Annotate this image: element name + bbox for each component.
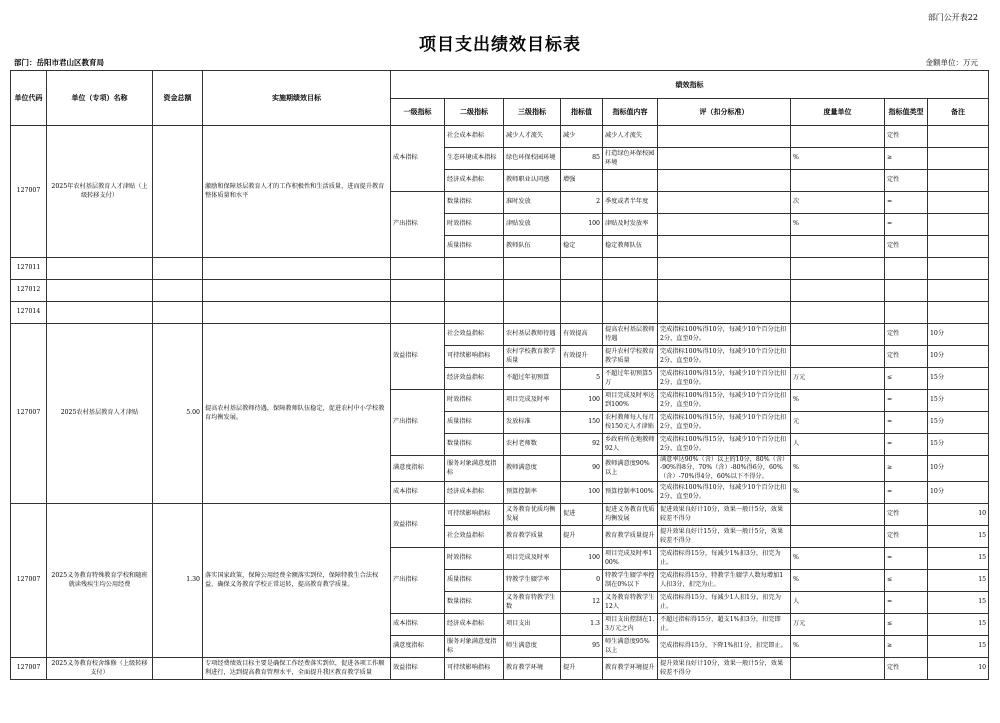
- measure-unit: [791, 324, 885, 346]
- col-header-name: 单位（专项）名称: [47, 71, 153, 126]
- empty-cell: [203, 280, 391, 302]
- remark: [928, 192, 989, 214]
- level3-indicator: 教师职业认同感: [504, 170, 561, 192]
- col-header-value: 指标值: [561, 99, 603, 126]
- level3-indicator: 义务教育优质均衡发展: [504, 504, 561, 526]
- unit-code: 127007: [11, 658, 47, 680]
- remark: 10分: [928, 456, 989, 482]
- empty-cell: [445, 280, 504, 302]
- indicator-value-content: 乡政府所在地教师92人: [603, 434, 658, 456]
- scoring-standard: 完成指标100%得15分，每减少10个百分比扣2分，直至0分。: [658, 412, 791, 434]
- indicator-value-content: 项目完成及时率100%: [603, 548, 658, 570]
- remark: 15: [928, 526, 989, 548]
- value-type: ≤: [885, 570, 928, 592]
- level3-indicator: 绿色环保校园环境: [504, 148, 561, 170]
- level3-indicator: 项目完成及时率: [504, 390, 561, 412]
- measure-unit: %: [791, 456, 885, 482]
- level3-indicator: 教育教学环境: [504, 658, 561, 680]
- indicator-value-content: 提高农村基层教师待遇: [603, 324, 658, 346]
- level3-indicator: 准时发放: [504, 192, 561, 214]
- empty-cell: [504, 280, 561, 302]
- indicator-value: 100: [561, 482, 603, 504]
- scoring-standard: 完成指标100%得15分，每减少10个百分比扣2分，直至0分。: [658, 434, 791, 456]
- indicator-value-content: 提升农村学校教育教学质量: [603, 346, 658, 368]
- level3-indicator: 教育教学质量: [504, 526, 561, 548]
- remark: 10分: [928, 346, 989, 368]
- empty-cell: [603, 302, 658, 324]
- unit-code: 127007: [11, 324, 47, 504]
- empty-cell: [885, 258, 928, 280]
- project-name: 2025义务教育特殊教育学校和随班就读残疾生均公用经费: [47, 504, 153, 658]
- level2-indicator: 质量指标: [445, 412, 504, 434]
- empty-cell: [658, 280, 791, 302]
- value-type: ≥: [885, 636, 928, 658]
- value-type: 定性: [885, 526, 928, 548]
- col-header-value-type: 指标值类型: [885, 99, 928, 126]
- performance-target: 落实国家政策，保障公用经费全额落实到位，保障特教生合法权益，确保义务教育学校正常运转，提高教育教学质量。: [203, 504, 391, 658]
- value-type: =: [885, 548, 928, 570]
- value-type: =: [885, 214, 928, 236]
- indicator-value-content: 特教学生辍学率控制在0%以下: [603, 570, 658, 592]
- level2-indicator: 质量指标: [445, 570, 504, 592]
- empty-cell: [47, 258, 153, 280]
- performance-target-table: [10, 70, 989, 680]
- level3-indicator: 教师满意度: [504, 456, 561, 482]
- indicator-value-content: 减少人才流失: [603, 126, 658, 148]
- col-header-indicators: 绩效指标: [391, 71, 989, 99]
- indicator-value: 促进: [561, 504, 603, 526]
- indicator-value-content: 稳定教师队伍: [603, 236, 658, 258]
- level3-indicator: 教师队伍: [504, 236, 561, 258]
- empty-cell: [561, 280, 603, 302]
- scoring-standard: [658, 126, 791, 148]
- indicator-value-content: 教育教学质量提升: [603, 526, 658, 548]
- measure-unit: 万元: [791, 368, 885, 390]
- col-header-content: 指标值内容: [603, 99, 658, 126]
- empty-cell: [603, 280, 658, 302]
- empty-cell: [504, 258, 561, 280]
- value-type: ≤: [885, 368, 928, 390]
- measure-unit: %: [791, 482, 885, 504]
- measure-unit: %: [791, 214, 885, 236]
- empty-cell: [203, 302, 391, 324]
- empty-cell: [504, 302, 561, 324]
- scoring-standard: 完成指标100%得15分，每减少10个百分比扣2分，直至0分。: [658, 368, 791, 390]
- performance-target: 专项经费绩效目标主要是确保工作经费落实到位，促进各项工作顺利进行，达到提高教育管理水平，全面提升我区教育教学质量: [203, 658, 391, 680]
- empty-cell: [885, 280, 928, 302]
- form-number: 部门公开表22: [927, 13, 978, 22]
- project-name: 2025义务教育校舍维修（上级转移支付）: [47, 658, 153, 680]
- unit-code: 127007: [11, 126, 47, 258]
- value-type: ≤: [885, 614, 928, 636]
- level1-indicator: 成本指标: [391, 126, 445, 192]
- level2-indicator: 数量指标: [445, 192, 504, 214]
- indicator-value-content: 打造绿色环保校园环境: [603, 148, 658, 170]
- indicator-value: 2: [561, 192, 603, 214]
- level2-indicator: 经济成本指标: [445, 614, 504, 636]
- level2-indicator: 社会效益指标: [445, 526, 504, 548]
- remark: [928, 126, 989, 148]
- empty-cell: [928, 280, 989, 302]
- scoring-standard: 不超过指标得15分，超支1%扣3分，扣完即止。: [658, 614, 791, 636]
- value-type: ≥: [885, 456, 928, 482]
- level2-indicator: 时效指标: [445, 214, 504, 236]
- indicator-value: 有效提高: [561, 324, 603, 346]
- measure-unit: 万元: [791, 614, 885, 636]
- empty-cell: [791, 258, 885, 280]
- value-type: =: [885, 390, 928, 412]
- level3-indicator: 预算控制率: [504, 482, 561, 504]
- indicator-value-content: 季度或者半年度: [603, 192, 658, 214]
- empty-cell: [47, 302, 153, 324]
- level3-indicator: 农村基层教师待遇: [504, 324, 561, 346]
- empty-cell: [203, 258, 391, 280]
- empty-cell: [885, 302, 928, 324]
- indicator-value: 5: [561, 368, 603, 390]
- indicator-value-content: 教师满意度90%以上: [603, 456, 658, 482]
- empty-cell: [561, 258, 603, 280]
- scoring-standard: 完成指标100%得10分，每减少10个百分比扣2分，直至0分。: [658, 482, 791, 504]
- empty-cell: [791, 302, 885, 324]
- remark: 10: [928, 504, 989, 526]
- measure-unit: [791, 170, 885, 192]
- empty-cell: [391, 280, 445, 302]
- level3-indicator: 发放标准: [504, 412, 561, 434]
- scoring-standard: 完成指标得15分，每减少1%扣3分，扣完为止。: [658, 548, 791, 570]
- fund-total: [153, 658, 203, 680]
- empty-cell: [445, 258, 504, 280]
- remark: [928, 148, 989, 170]
- level3-indicator: 不超过年初预算: [504, 368, 561, 390]
- empty-cell: [791, 280, 885, 302]
- level2-indicator: 经济成本指标: [445, 170, 504, 192]
- measure-unit: %: [791, 570, 885, 592]
- table-row: [11, 126, 989, 148]
- empty-cell: [658, 302, 791, 324]
- measure-unit: [791, 126, 885, 148]
- col-header-code: 单位代码: [11, 71, 47, 126]
- scoring-standard: [658, 192, 791, 214]
- measure-unit: 人: [791, 434, 885, 456]
- project-name: 2025农村基层教育人才津贴: [47, 324, 153, 504]
- scoring-standard: [658, 236, 791, 258]
- scoring-standard: [658, 214, 791, 236]
- remark: [928, 236, 989, 258]
- level1-indicator: 产出指标: [391, 390, 445, 456]
- indicator-value: 92: [561, 434, 603, 456]
- value-type: =: [885, 434, 928, 456]
- level3-indicator: 师生满意度: [504, 636, 561, 658]
- measure-unit: 次: [791, 192, 885, 214]
- col-header-level3: 三级指标: [504, 99, 561, 126]
- indicator-value: 增强: [561, 170, 603, 192]
- value-type: 定性: [885, 170, 928, 192]
- empty-cell: [153, 302, 203, 324]
- level2-indicator: 经济成本指标: [445, 482, 504, 504]
- level1-indicator: 满意度指标: [391, 636, 445, 658]
- unit-code: 127012: [11, 280, 47, 302]
- scoring-standard: 完成指标得15分，特教学生辍学人数每增加1人扣3分，扣完为止。: [658, 570, 791, 592]
- indicator-value: 95: [561, 636, 603, 658]
- indicator-value: 提升: [561, 526, 603, 548]
- remark: 15: [928, 614, 989, 636]
- table-row: [11, 324, 989, 346]
- project-name: 2025年农村基层教育人才津贴（上级转移支付）: [47, 126, 153, 258]
- level2-indicator: 社会效益指标: [445, 324, 504, 346]
- scoring-standard: 完成指标100%得10分，每减少10个百分比扣2分，直至0分。: [658, 324, 791, 346]
- indicator-value: 提升: [561, 658, 603, 680]
- level3-indicator: 农村老师数: [504, 434, 561, 456]
- measure-unit: %: [791, 636, 885, 658]
- remark: 10: [928, 658, 989, 680]
- remark: 10分: [928, 324, 989, 346]
- level1-indicator: 效益指标: [391, 658, 445, 680]
- table-row: [11, 504, 989, 526]
- indicator-value: 100: [561, 214, 603, 236]
- level3-indicator: 项目完成及时率: [504, 548, 561, 570]
- empty-cell: [603, 258, 658, 280]
- measure-unit: [791, 346, 885, 368]
- indicator-value-content: [603, 170, 658, 192]
- level2-indicator: 数量指标: [445, 434, 504, 456]
- indicator-value: 85: [561, 148, 603, 170]
- fund-total: 5.00: [153, 324, 203, 504]
- remark: 15分: [928, 390, 989, 412]
- value-type: 定性: [885, 346, 928, 368]
- indicator-value-content: 项目完成及时率达到100%: [603, 390, 658, 412]
- level2-indicator: 生态环境成本指标: [445, 148, 504, 170]
- value-type: =: [885, 192, 928, 214]
- remark: [928, 214, 989, 236]
- indicator-value-content: 师生满意度95%以上: [603, 636, 658, 658]
- measure-unit: 人: [791, 592, 885, 614]
- indicator-value-content: 促进义务教育优质均衡发展: [603, 504, 658, 526]
- indicator-value: 90: [561, 456, 603, 482]
- value-type: =: [885, 592, 928, 614]
- unit-code: 127007: [11, 504, 47, 658]
- scoring-standard: 完成指标100%得15分，每减少10个百分比扣2分，直至0分。: [658, 390, 791, 412]
- level3-indicator: 津贴发放: [504, 214, 561, 236]
- page-title: 项目支出绩效目标表: [419, 35, 581, 55]
- indicator-value-content: 教育教学环境提升: [603, 658, 658, 680]
- measure-unit: [791, 236, 885, 258]
- empty-cell: [561, 302, 603, 324]
- indicator-value-content: 义务教育特教学生12人: [603, 592, 658, 614]
- indicator-value-content: 津贴及时发放率: [603, 214, 658, 236]
- remark: 15分: [928, 434, 989, 456]
- table-body: [11, 126, 989, 680]
- level1-indicator: 效益指标: [391, 504, 445, 548]
- performance-target: 激励和保障基层教育人才的工作积极性和生活质量，进而提升教育整体质量和水平: [203, 126, 391, 258]
- measure-unit: [791, 504, 885, 526]
- measure-unit: %: [791, 148, 885, 170]
- scoring-standard: 完成指标100%得10分，每减少10个百分比扣2分，直至0分。: [658, 346, 791, 368]
- level2-indicator: 质量指标: [445, 236, 504, 258]
- table-row: [11, 302, 989, 324]
- scoring-standard: 完成指标得15分，每减少1人扣1分，扣完为止。: [658, 592, 791, 614]
- level3-indicator: 项目支出: [504, 614, 561, 636]
- empty-cell: [928, 258, 989, 280]
- level2-indicator: 社会成本指标: [445, 126, 504, 148]
- value-type: =: [885, 412, 928, 434]
- indicator-value: 100: [561, 548, 603, 570]
- col-header-measure: 度量单位: [791, 99, 885, 126]
- empty-cell: [153, 258, 203, 280]
- empty-cell: [47, 280, 153, 302]
- scoring-standard: 满意率达90%（含）以上的10分，80%（含）-90%得8分，70%（含）-80%得6分，60%（含）-70%得4分，60%以下不得分。: [658, 456, 791, 482]
- table-row: [11, 658, 989, 680]
- table-row: [11, 280, 989, 302]
- level1-indicator: 成本指标: [391, 482, 445, 504]
- scoring-standard: [658, 148, 791, 170]
- level2-indicator: 数量指标: [445, 592, 504, 614]
- value-type: 定性: [885, 236, 928, 258]
- col-header-level2: 二级指标: [445, 99, 504, 126]
- value-type: 定性: [885, 658, 928, 680]
- empty-cell: [153, 280, 203, 302]
- level1-indicator: 产出指标: [391, 192, 445, 258]
- department-label: 部门：岳阳市君山区教育局: [14, 58, 104, 67]
- table-row: [11, 258, 989, 280]
- col-header-note: 备注: [928, 99, 989, 126]
- scoring-standard: [658, 170, 791, 192]
- indicator-value-content: 预算控制率100%: [603, 482, 658, 504]
- remark: 15: [928, 548, 989, 570]
- value-type: =: [885, 482, 928, 504]
- level3-indicator: 特教学生辍学率: [504, 570, 561, 592]
- empty-cell: [391, 258, 445, 280]
- indicator-value-content: 不超过年初预算5万: [603, 368, 658, 390]
- level2-indicator: 时效指标: [445, 390, 504, 412]
- value-type: 定性: [885, 504, 928, 526]
- indicator-value: 100: [561, 390, 603, 412]
- measure-unit: [791, 658, 885, 680]
- level1-indicator: 成本指标: [391, 614, 445, 636]
- col-header-level1: 一级指标: [391, 99, 445, 126]
- level2-indicator: 可持续影响指标: [445, 504, 504, 526]
- remark: 15分: [928, 412, 989, 434]
- remark: 15分: [928, 368, 989, 390]
- level3-indicator: 义务教育特教学生数: [504, 592, 561, 614]
- fund-total: [153, 126, 203, 258]
- remark: 15: [928, 636, 989, 658]
- indicator-value: 12: [561, 592, 603, 614]
- remark: 10分: [928, 482, 989, 504]
- empty-cell: [391, 302, 445, 324]
- empty-cell: [928, 302, 989, 324]
- scoring-standard: 提升效果良好计10分，效果一般计5分，效果较差不得分: [658, 658, 791, 680]
- amount-unit-label: 金额单位：万元: [925, 58, 978, 67]
- value-type: ≥: [885, 148, 928, 170]
- measure-unit: %: [791, 548, 885, 570]
- indicator-value-content: 农村教师每人每月按150元人才津贴: [603, 412, 658, 434]
- indicator-value: 稳定: [561, 236, 603, 258]
- indicator-value: 0: [561, 570, 603, 592]
- empty-cell: [658, 258, 791, 280]
- empty-cell: [445, 302, 504, 324]
- level1-indicator: 满意度指标: [391, 456, 445, 482]
- level1-indicator: 产出指标: [391, 548, 445, 614]
- level2-indicator: 可持续影响指标: [445, 658, 504, 680]
- measure-unit: [791, 526, 885, 548]
- remark: [928, 170, 989, 192]
- level2-indicator: 时效指标: [445, 548, 504, 570]
- scoring-standard: 完成指标得15分，下降1%扣1分，扣完即止。: [658, 636, 791, 658]
- remark: 15: [928, 592, 989, 614]
- level2-indicator: 可持续影响指标: [445, 346, 504, 368]
- unit-code: 127011: [11, 258, 47, 280]
- indicator-value: 有效提升: [561, 346, 603, 368]
- indicator-value-content: 项目支出控制在1.3万元之内: [603, 614, 658, 636]
- remark: 15: [928, 570, 989, 592]
- level1-indicator: 效益指标: [391, 324, 445, 390]
- level2-indicator: 经济效益指标: [445, 368, 504, 390]
- performance-target: 提高农村基层教师待遇，保障教师队伍稳定，促进农村中小学校教育均衡发展。: [203, 324, 391, 504]
- measure-unit: 元: [791, 412, 885, 434]
- level3-indicator: 农村学校教育教学质量: [504, 346, 561, 368]
- value-type: 定性: [885, 126, 928, 148]
- level2-indicator: 服务对象满意度指标: [445, 456, 504, 482]
- col-header-standard: 评（扣分标准）: [658, 99, 791, 126]
- indicator-value: 150: [561, 412, 603, 434]
- level2-indicator: 服务对象满意度指标: [445, 636, 504, 658]
- level3-indicator: 减少人才流失: [504, 126, 561, 148]
- measure-unit: %: [791, 390, 885, 412]
- col-header-total: 资金总额: [153, 71, 203, 126]
- unit-code: 127014: [11, 302, 47, 324]
- scoring-standard: 提升效果良好计15分，效果一般计5分，效果较差不得分: [658, 526, 791, 548]
- col-header-target: 实施期绩效目标: [203, 71, 391, 126]
- value-type: 定性: [885, 324, 928, 346]
- fund-total: 1.30: [153, 504, 203, 658]
- scoring-standard: 促进效果良好计10分，效果一般计5分，效果较差不得分: [658, 504, 791, 526]
- indicator-value: 1.3: [561, 614, 603, 636]
- indicator-value: 减少: [561, 126, 603, 148]
